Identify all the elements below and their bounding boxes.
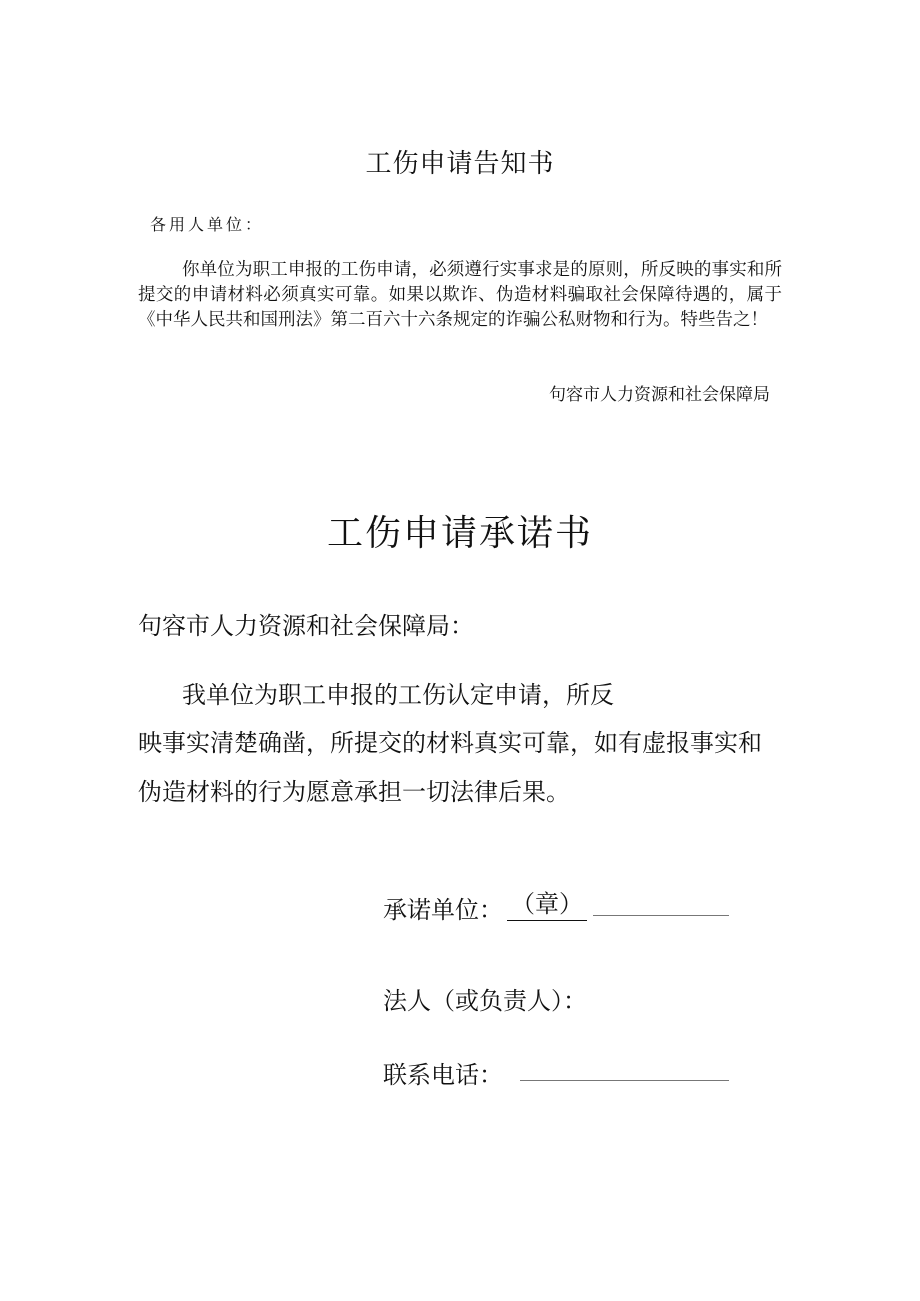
phone-blank[interactable] <box>520 1080 729 1081</box>
notice-signature: 句容市人力资源和社会保障局 <box>549 385 770 405</box>
pledge-body-line: 映事实清楚确凿，所提交的材料真实可靠，如有虚报事实和 <box>138 729 762 757</box>
pledge-addressee: 句容市人力资源和社会保障局： <box>138 612 474 640</box>
seal-placeholder: （章） <box>507 890 587 921</box>
notice-body: 你单位为职工申报的工伤申请，必须遵行实事求是的原则，所反映的事实和所提交的申请材料必须真实可靠。如果以欺诈、伪造材料骗取社会保障待遇的，属于《中华人民共和国刑法》第二百六十六条规定的诈骗公私财物和行为。特些告之！ <box>138 260 782 330</box>
pledge-body-line: 我单位为职工申报的工伤认定申请，所反 <box>182 681 614 709</box>
pledge-body-line: 伪造材料的行为愿意承担一切法律后果。 <box>138 778 570 806</box>
pledge-title: 工伤申请承诺书 <box>326 513 593 554</box>
notice-addressee: 各用人单位： <box>150 215 265 234</box>
pledge-unit-label: 承诺单位： <box>383 896 503 924</box>
legal-person-label: 法人（或负责人）： <box>383 987 587 1015</box>
unit-signature-blank[interactable] <box>593 915 729 916</box>
notice-title: 工伤申请告知书 <box>365 149 555 179</box>
phone-label: 联系电话： <box>383 1061 503 1089</box>
